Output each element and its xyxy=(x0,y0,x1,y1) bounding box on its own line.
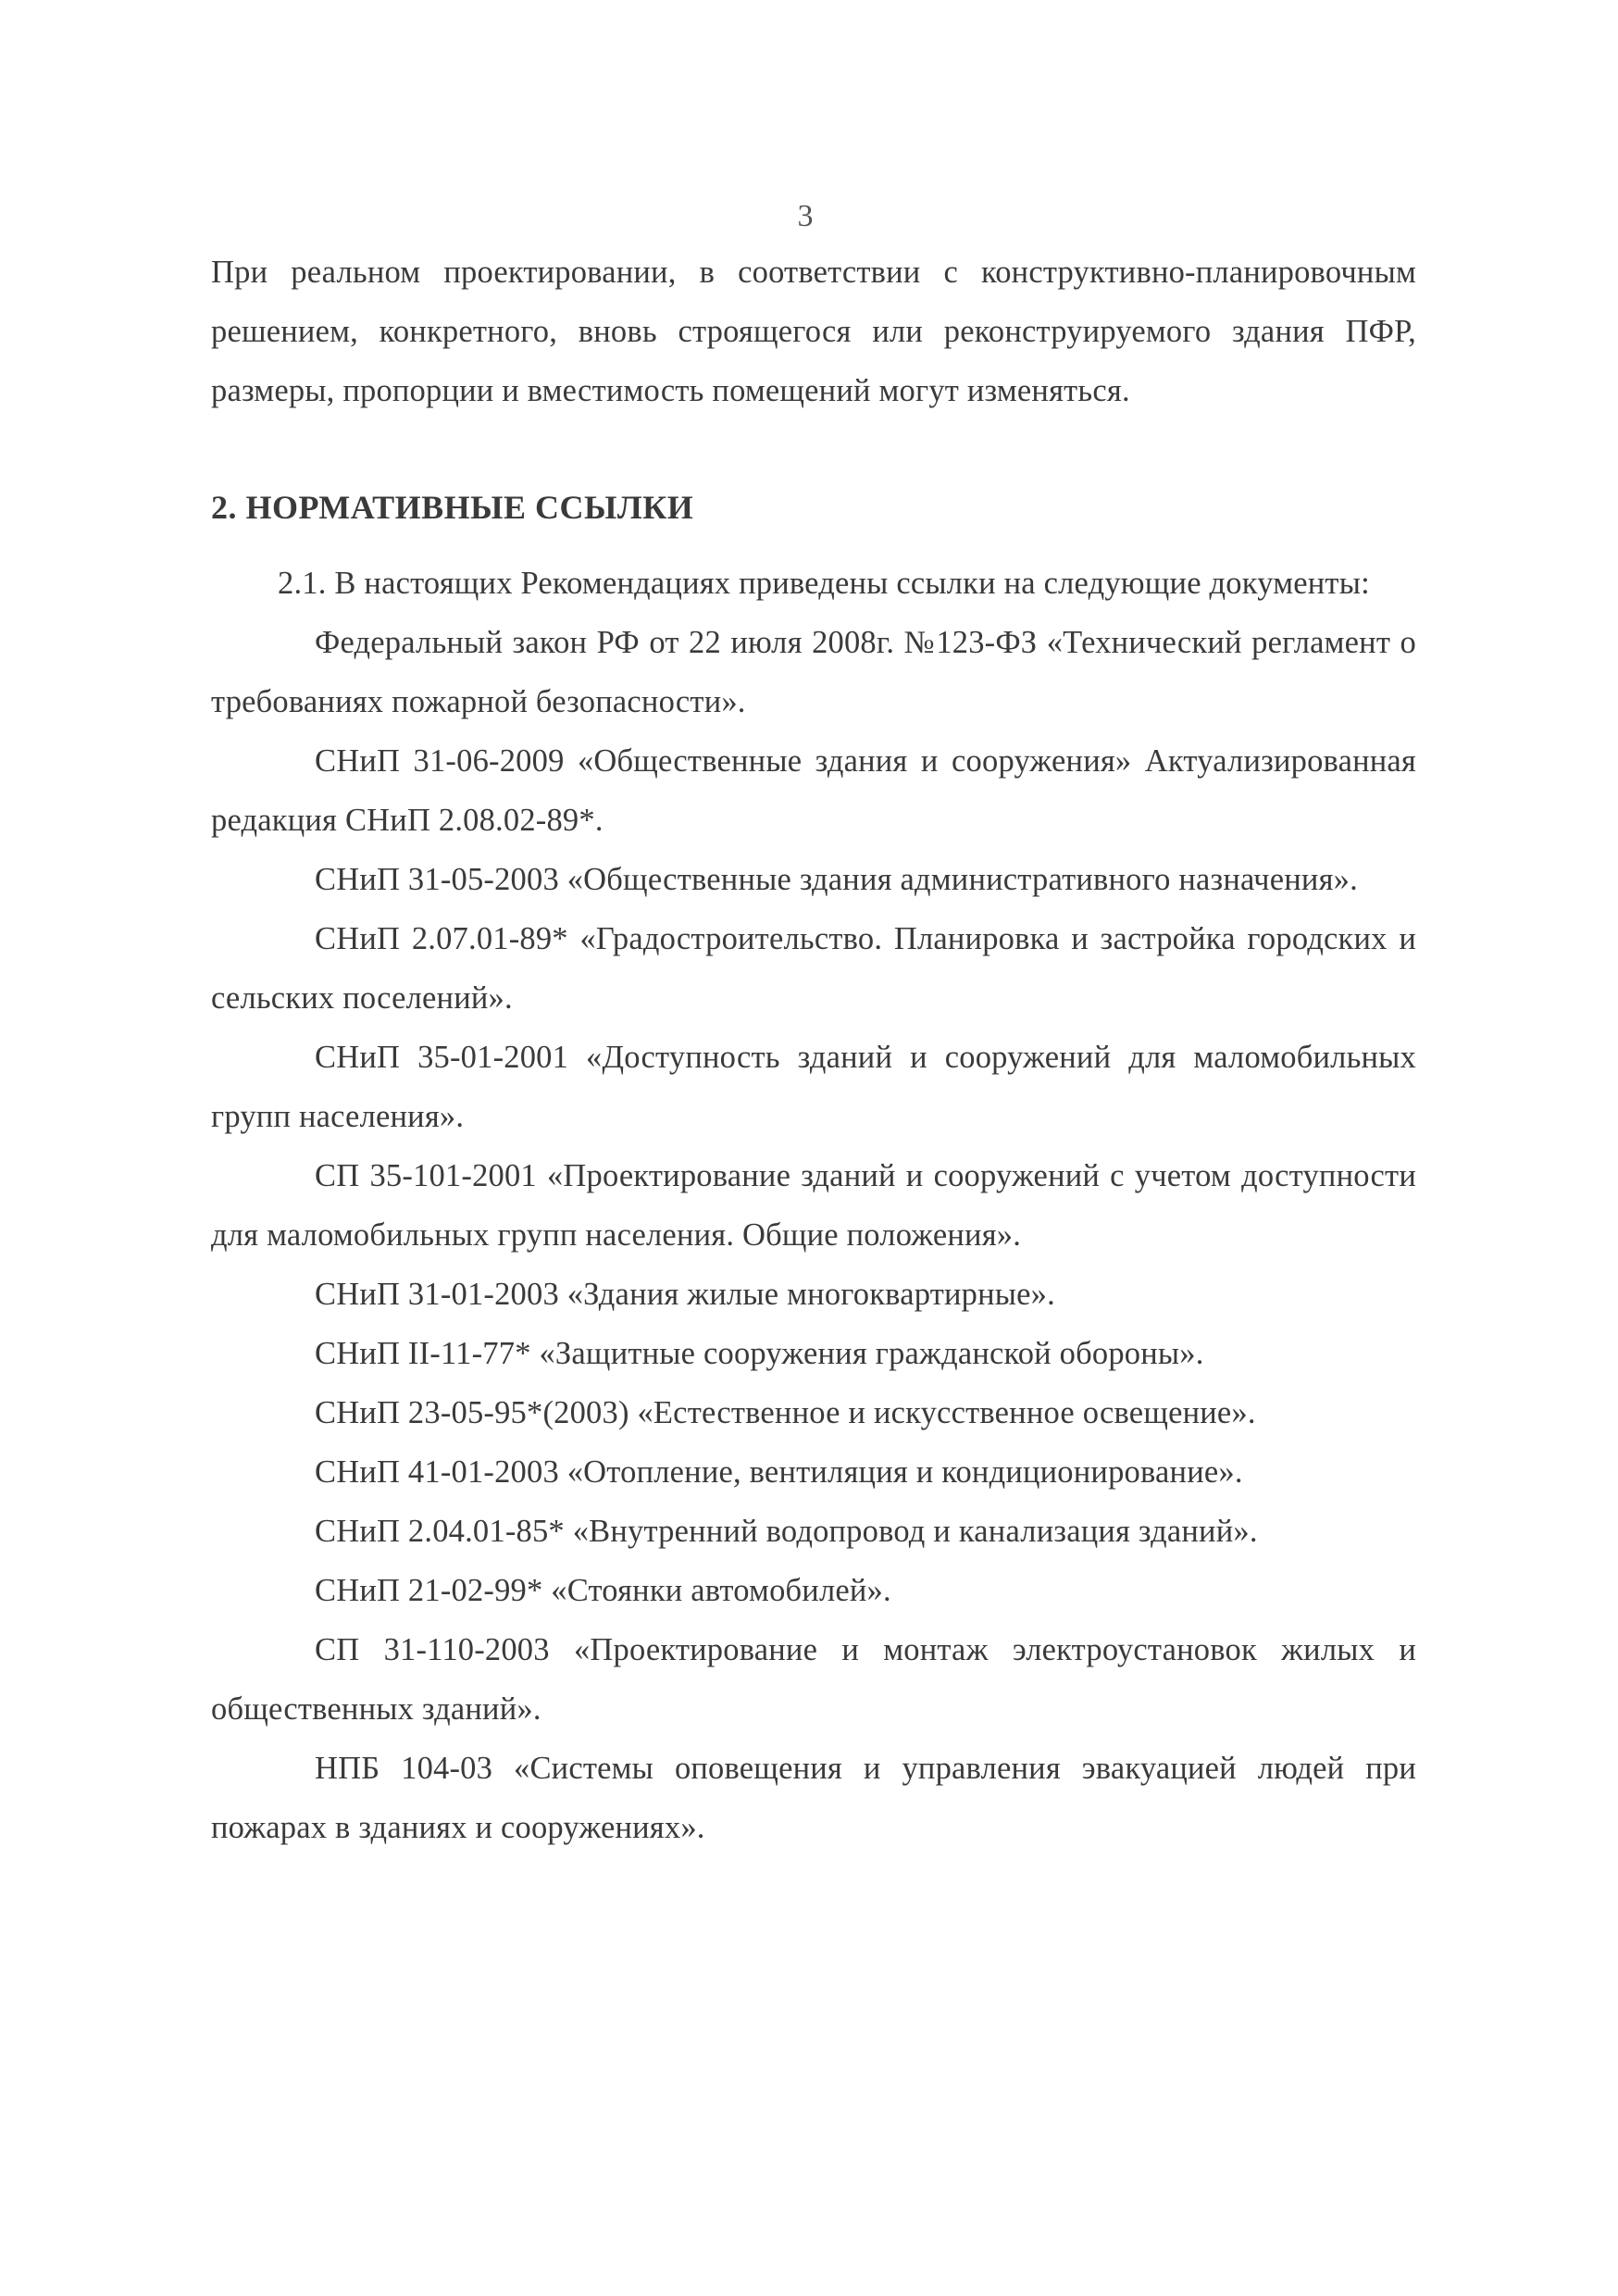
section-lead-paragraph: 2.1. В настоящих Рекомендациях приведены ссылки на следующие документы: xyxy=(278,566,1370,601)
reference-item: СНиП 35-01-2001 «Доступность зданий и сооружений для маломобильных групп населения». xyxy=(211,1040,1416,1134)
page-content xyxy=(211,243,1416,1857)
reference-item: СНиП 31-01-2003 «Здания жилые многоквартирные». xyxy=(315,1277,1055,1312)
reference-item: СНиП 31-05-2003 «Общественные здания административного назначения». xyxy=(315,862,1358,897)
reference-item: НПБ 104-03 «Системы оповещения и управления эвакуацией людей при пожарах в зданиях и сооружениях». xyxy=(211,1751,1416,1845)
reference-item: СНиП II-11-77* «Защитные сооружения гражданской обороны». xyxy=(315,1336,1204,1371)
reference-item: СП 31-110-2003 «Проектирование и монтаж электроустановок жилых и общественных зданий». xyxy=(211,1632,1416,1727)
reference-item: СНиП 2.07.01-89* «Градостроительство. Планировка и застройка городских и сельских поселений». xyxy=(211,921,1416,1016)
reference-item: СП 35-101-2001 «Проектирование зданий и сооружений с учетом доступности для маломобильных групп населения. Общие положения». xyxy=(211,1158,1416,1253)
intro-paragraph: При реальном проектировании, в соответствии с конструктивно-планировочным решением, конкретного, вновь строящегося или реконструируемого здания ПФР, размеры, пропорции и вместимость помещений могут изменяться. xyxy=(211,255,1416,408)
section-heading: 2. НОРМАТИВНЫЕ ССЫЛКИ xyxy=(211,489,694,526)
reference-item: СНиП 31-06-2009 «Общественные здания и сооружения» Актуализированная редакция СНиП 2.08.02-89*. xyxy=(211,743,1416,838)
reference-item: СНиП 23-05-95*(2003) «Естественное и искусственное освещение». xyxy=(315,1395,1256,1430)
reference-item: СНиП 2.04.01-85* «Внутренний водопровод и канализация зданий». xyxy=(315,1514,1258,1549)
reference-item: СНиП 41-01-2003 «Отопление, вентиляция и кондиционирование». xyxy=(315,1454,1243,1490)
page-number: 3 xyxy=(797,199,814,233)
reference-item: Федеральный закон РФ от 22 июля 2008г. №123-ФЗ «Технический регламент о требованиях пожарной безопасности». xyxy=(211,625,1416,719)
reference-item: СНиП 21-02-99* «Стоянки автомобилей». xyxy=(315,1573,891,1608)
